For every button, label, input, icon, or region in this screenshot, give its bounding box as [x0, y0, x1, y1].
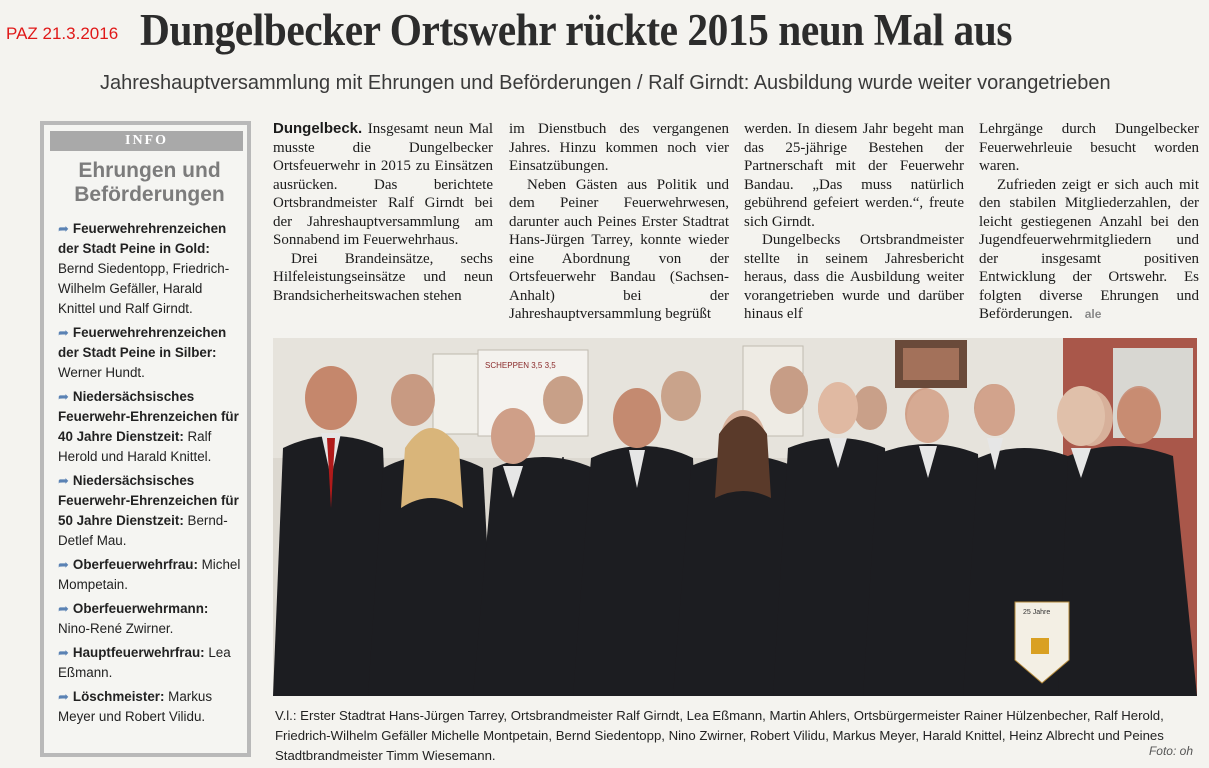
award-recipients: Lea Eßmann. [58, 645, 231, 680]
article-paragraph: Drei Brandeinsätze, sechs Hilfeleistungseinsätze und neun Brandsicherheitswachen stehen [273, 250, 493, 304]
article-paragraph: im Dienstbuch des vergangenen Jahres. Hinzu kommen noch vier Einsatzübungen. [509, 121, 729, 174]
arrow-icon: ➦ [58, 557, 69, 572]
award-item [58, 387, 241, 467]
author-signature: ale [1084, 307, 1102, 321]
award-item [58, 687, 241, 727]
article-paragraph [979, 176, 1199, 324]
photo-credit: Foto: oh [1148, 744, 1193, 758]
dateline: Dungelbeck. [273, 120, 363, 137]
award-heading: Hauptfeuerwehrfrau: [72, 645, 205, 660]
whiteboard-text: SCHEPPEN 3,5 3,5 [485, 361, 556, 370]
article-paragraph: werden. In diesem Jahr begeht man das 25-jährige Bestehen der Partnerschaft mit der Feuerwehr Bandau. „Das muss natürlich gebührend gefeiert werden.“, freute sich Girndt. [744, 121, 964, 230]
subheadline: Jahreshauptversammlung mit Ehrungen und Beförderungen / Ralf Girndt: Ausbildung wurde weiter vorangetrieben [100, 72, 1111, 94]
award-recipients: Ralf Herold und Harald Knittel. [58, 429, 212, 464]
info-title: Ehrungen und Beförderungen [74, 159, 225, 206]
article-paragraph: Dungelbecks Ortsbrandmeister stellte in seinem Jahresbericht heraus, dass die Ausbildung weiter vorangetrieben wurde und darüber hinaus elf [744, 232, 964, 322]
award-item [58, 471, 241, 551]
award-item [58, 323, 241, 383]
group-photo [273, 338, 1197, 696]
award-heading: Niedersächsisches Feuerwehr-Ehrenzeichen für 40 Jahre Dienstzeit: [58, 389, 239, 444]
award-item [58, 643, 241, 683]
article-column-1 [273, 120, 493, 305]
award-heading: Feuerwehrehrenzeichen der Stadt Peine in Gold: [58, 221, 227, 256]
headline: Dungelbecker Ortswehr rückte 2015 neun Mal aus [140, 5, 1013, 55]
award-recipients: Werner Hundt. [58, 365, 145, 380]
arrow-icon: ➦ [58, 221, 69, 236]
group-photo-illustration [273, 338, 1197, 696]
arrow-icon: ➦ [58, 325, 69, 340]
award-recipients: Nino-René Zwirner. [58, 621, 174, 636]
arrow-icon: ➦ [58, 689, 69, 704]
arrow-icon: ➦ [58, 645, 69, 660]
award-item [58, 219, 241, 319]
award-recipients: Bernd-Detlef Mau. [58, 513, 228, 548]
article-paragraph [273, 120, 493, 250]
paragraph-text: Zufrieden zeigt er sich auch mit den stabilen Mitgliederzahlen, der leicht gestiegenen Anzahl bei den Jugendfeuerwehrmitgliedern und der insgesamt positiven Entwicklung der Ortswehr. Es folgten diverse Ehrungen und Beförderungen. [979, 176, 1199, 322]
award-item [58, 555, 241, 595]
award-item [58, 599, 241, 639]
award-heading: Löschmeister: [72, 689, 165, 704]
article-column-2 [509, 120, 729, 324]
award-recipients: Michel Mompetain. [58, 557, 241, 592]
paragraph-text: Insgesamt neun Mal musste die Dungelbecker Ortsfeuerwehr in 2015 zu Einsätzen ausrücken. Das berichtete Ortsbrandmeister Ralf Girndt bei der Jahreshauptversammlung am Sonnabend im Feuerwehrhaus. [273, 121, 494, 248]
article-paragraph: Lehrgänge durch Dungelbecker Feuerwehrleuie besucht worden waren. [979, 121, 1199, 174]
award-heading: Feuerwehrehrenzeichen der Stadt Peine in Silber: [58, 325, 227, 360]
article-column-3 [744, 120, 964, 324]
arrow-icon: ➦ [58, 601, 69, 616]
article-column-4 [979, 120, 1199, 324]
award-recipients: Markus Meyer und Robert Vilidu. [58, 689, 213, 724]
award-heading: Oberfeuerwehrmann: [72, 601, 209, 616]
arrow-icon: ➦ [58, 389, 69, 404]
source-tag: PAZ 21.3.2016 [6, 24, 119, 43]
award-heading: Oberfeuerwehrfrau: [72, 557, 198, 572]
info-label: INFO [50, 131, 243, 151]
info-box [40, 121, 251, 757]
photo-caption: V.l.: Erster Stadtrat Hans-Jürgen Tarrey, Ortsbrandmeister Ralf Girndt, Lea Eßmann, Martin Ahlers, Ortsbürgermeister Rainer Hülzenbecher, Ralf Herold, Friedrich-Wilhelm Gefäller Michelle Montpetain, Bernd Siedentopp, Nino Zwirner, Robert Vilidu, Markus Meyer, Harald Knittel, Heinz Albrecht und Peines Stadtbrandmeister Timm Wiesemann. [275, 708, 1164, 763]
pennant-text: 25 Jahre [1023, 609, 1051, 616]
article-paragraph: Neben Gästen aus Politik und dem Peiner Feuerwehrwesen, darunter auch Peines Erster Stadtrat Hans-Jürgen Tarrey, konnte wieder eine Abordnung von der Ortsfeuerwehr Bandau (Sachsen-Anhalt) bei der Jahreshauptversammlung begrüßt [509, 176, 729, 322]
award-heading: Niedersächsisches Feuerwehr-Ehrenzeichen für 50 Jahre Dienstzeit: [58, 473, 239, 528]
arrow-icon: ➦ [58, 473, 69, 488]
award-recipients: Bernd Siedentopp, Friedrich-Wilhelm Gefäller, Harald Knittel und Ralf Girndt. [58, 261, 230, 316]
